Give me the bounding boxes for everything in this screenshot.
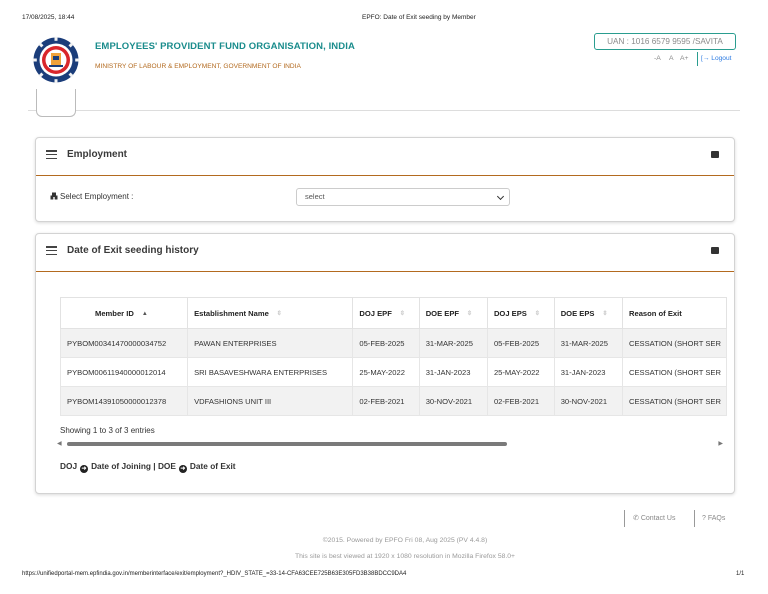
column-header-doe-eps[interactable]: DOE EPS ⇳ — [554, 298, 622, 329]
employment-select[interactable] — [296, 188, 510, 206]
sort-icon: ⇳ — [534, 310, 540, 317]
cell-member-id: PYBOM00341470000034752 — [61, 329, 188, 358]
employment-panel — [35, 137, 735, 222]
cell-doe-epf: 31-MAR-2025 — [419, 329, 487, 358]
logout-label: Logout — [711, 55, 732, 62]
column-header-doj-eps[interactable]: DOJ EPS ⇳ — [487, 298, 554, 329]
font-decrease-button[interactable]: -A — [654, 55, 661, 62]
column-header-reason[interactable]: Reason of Exit — [623, 298, 727, 329]
employment-panel-header — [36, 138, 734, 176]
cell-establishment: SRI BASAVESHWARA ENTERPRISES — [188, 358, 353, 387]
column-header-doe-epf[interactable]: DOE EPF ⇳ — [419, 298, 487, 329]
print-datetime: 17/08/2025, 18:44 — [22, 14, 75, 21]
select-employment-text: Select Employment : — [60, 192, 134, 201]
cell-doj-epf: 05-FEB-2025 — [353, 329, 419, 358]
contact-us-link[interactable]: ✆ Contact Us — [624, 510, 675, 527]
sort-asc-icon: ▲ — [141, 310, 148, 317]
org-name: EMPLOYEES' PROVIDENT FUND ORGANISATION, INDIA — [95, 41, 355, 52]
building-icon — [50, 192, 58, 200]
font-reset-button[interactable]: A — [669, 55, 674, 62]
select-employment-label — [50, 192, 133, 201]
font-increase-button[interactable]: A+ — [680, 55, 689, 62]
exit-history-panel — [35, 233, 735, 494]
arrow-right-circle-icon: ➜ — [180, 466, 186, 472]
logout-icon: [→ — [701, 55, 710, 62]
cell-establishment: VDFASHIONS UNIT III — [188, 387, 353, 416]
cell-doe-eps: 31-JAN-2023 — [554, 358, 622, 387]
column-header-doj-epf[interactable]: DOJ EPF ⇳ — [353, 298, 419, 329]
epfo-emblem-icon — [32, 36, 80, 84]
cell-establishment: PAWAN ENTERPRISES — [188, 329, 353, 358]
table-row — [61, 387, 727, 416]
best-viewed-text: This site is best viewed at 1920 x 1080 resolution in Mozilla Firefox 58.0+ — [294, 553, 516, 560]
horizontal-scrollbar[interactable] — [57, 439, 723, 448]
phone-icon: ✆ — [633, 515, 639, 522]
scroll-right-icon[interactable]: ▶ — [718, 441, 723, 447]
cell-doj-epf: 25-MAY-2022 — [353, 358, 419, 387]
cell-doj-eps: 02-FEB-2021 — [487, 387, 554, 416]
cell-doe-epf: 30-NOV-2021 — [419, 387, 487, 416]
employment-select-value: select — [305, 192, 325, 201]
exit-history-panel-header — [36, 234, 734, 272]
cell-reason: CESSATION (SHORT SER — [623, 329, 727, 358]
menu-icon — [46, 150, 57, 159]
table-row — [61, 329, 727, 358]
question-icon: ? — [702, 515, 706, 522]
cell-doj-eps: 25-MAY-2022 — [487, 358, 554, 387]
copyright-text: ©2015. Powered by EPFO Fri 08, Aug 2025 (PV 4.4.8) — [322, 537, 488, 544]
employment-panel-title: Employment — [67, 149, 128, 160]
cell-doj-eps: 05-FEB-2025 — [487, 329, 554, 358]
header-divider — [28, 110, 740, 111]
cell-doe-eps: 31-MAR-2025 — [554, 329, 622, 358]
sort-icon: ⇳ — [276, 310, 282, 317]
scrollbar-thumb[interactable] — [67, 442, 507, 446]
sort-icon: ⇳ — [602, 310, 608, 317]
print-page-number: 1/1 — [736, 571, 745, 577]
cell-reason: CESSATION (SHORT SER — [623, 358, 727, 387]
column-header-establishment[interactable]: Establishment Name ⇳ — [188, 298, 353, 329]
cell-member-id: PYBOM00611940000012014 — [61, 358, 188, 387]
ministry-name: MINISTRY OF LABOUR & EMPLOYMENT, GOVERNMENT OF INDIA — [95, 63, 301, 70]
chevron-down-icon — [497, 193, 504, 200]
logout-divider — [697, 52, 698, 66]
scroll-left-icon[interactable]: ◀ — [57, 441, 62, 447]
collapse-icon[interactable] — [711, 151, 719, 158]
column-header-member-id[interactable]: Member ID ▲ — [61, 298, 188, 329]
collapse-icon[interactable] — [711, 247, 719, 254]
menu-icon — [46, 246, 57, 255]
sort-icon: ⇳ — [399, 310, 405, 317]
table-header-row — [61, 298, 727, 329]
cell-reason: CESSATION (SHORT SER — [623, 387, 727, 416]
exit-history-panel-title: Date of Exit seeding history — [67, 245, 199, 256]
faqs-link[interactable]: ? FAQs — [694, 510, 725, 527]
cell-doj-epf: 02-FEB-2021 — [353, 387, 419, 416]
logout-link[interactable] — [701, 55, 731, 62]
print-page-title: EPFO: Date of Exit seeding by Member — [362, 14, 476, 21]
cell-doe-epf: 31-JAN-2023 — [419, 358, 487, 387]
uan-display: UAN : 1016 6579 9595 /SAVITA — [594, 33, 736, 50]
menu-tab[interactable] — [36, 89, 76, 117]
table-row — [61, 358, 727, 387]
date-legend: DOJ ➜ Date of Joining | DOE ➜ Date of Exit — [60, 461, 236, 472]
cell-member-id: PYBOM14391050000012378 — [61, 387, 188, 416]
sort-icon: ⇳ — [467, 310, 473, 317]
arrow-right-circle-icon: ➜ — [81, 466, 87, 472]
cell-doe-eps: 30-NOV-2021 — [554, 387, 622, 416]
table-info: Showing 1 to 3 of 3 entries — [60, 426, 155, 435]
exit-history-table — [60, 297, 727, 416]
print-url: https://unifiedportal-mem.epfindia.gov.in/memberinterface/exit/employment?_HDIV_STATE_=33-14-CFA63CEE725B63E305FD3B38BDCC9DA4 — [22, 571, 407, 577]
